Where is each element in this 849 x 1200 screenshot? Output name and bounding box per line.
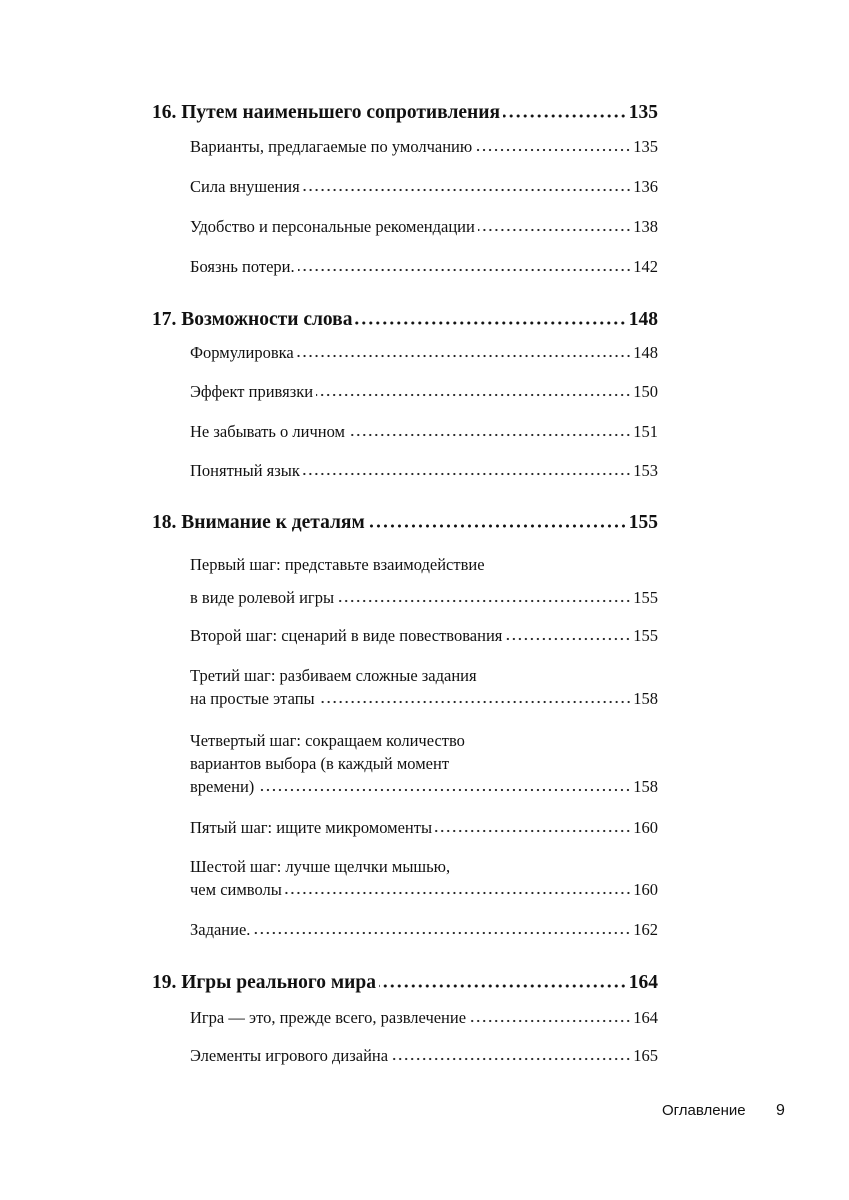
toc-page-number: 151: [633, 422, 658, 441]
toc-line: [190, 459, 658, 483]
dot-leader: [253, 930, 631, 936]
dot-leader: [391, 1056, 631, 1062]
dot-leader: [478, 227, 631, 233]
dot-leader: [379, 983, 627, 989]
toc-title: Боязнь потери.: [190, 257, 295, 276]
toc-line: [152, 971, 658, 995]
toc-line: [190, 878, 658, 902]
toc-title: на простые этапы: [190, 689, 315, 708]
toc-line: [190, 135, 658, 159]
toc-line: [190, 175, 658, 199]
toc-page-number: 164: [628, 972, 658, 993]
toc-title: 18. Внимание к деталям: [152, 512, 365, 533]
toc-line: [190, 553, 658, 577]
dot-leader: [337, 598, 631, 604]
dot-leader: [297, 353, 632, 359]
toc-line: [190, 1006, 658, 1030]
toc-page-number: 155: [628, 512, 658, 533]
dot-leader: [368, 523, 627, 529]
toc-line: [152, 308, 658, 332]
toc-title: Варианты, предлагаемые по умолчанию: [190, 137, 473, 156]
toc-line: [190, 775, 658, 799]
dot-leader: [503, 113, 627, 119]
toc-page-number: 138: [633, 217, 658, 236]
toc-page-number: 160: [633, 880, 658, 899]
toc-line: [190, 664, 658, 688]
toc-page-number: 148: [633, 343, 658, 362]
toc-page-number: 162: [633, 920, 658, 939]
toc-line: [190, 752, 658, 776]
toc-line: [190, 255, 658, 279]
toc-line: [190, 341, 658, 365]
toc-title: времени): [190, 777, 255, 796]
toc-line: [190, 729, 658, 753]
toc-page-number: 153: [633, 461, 658, 480]
dot-leader: [435, 828, 631, 834]
running-footer-section: Оглавление: [662, 1102, 746, 1119]
toc-title: Элементы игрового дизайна: [190, 1046, 389, 1065]
toc-page-number: 135: [628, 102, 658, 123]
toc-title: Второй шаг: сценарий в виде повествования: [190, 626, 503, 645]
toc-title: Третий шаг: разбиваем сложные задания: [190, 666, 477, 685]
toc-page-number: 158: [633, 689, 658, 708]
toc-title: Формулировка: [190, 343, 294, 362]
toc-title: Не забывать о личном: [190, 422, 345, 441]
toc-title: Сила внушения: [190, 177, 300, 196]
toc-page-number: 150: [633, 382, 658, 401]
toc-line: [190, 380, 658, 404]
toc-page-number: 135: [633, 137, 658, 156]
dot-leader: [316, 392, 631, 398]
dot-leader: [348, 432, 631, 438]
dot-leader: [285, 890, 631, 896]
toc-title: Игра — это, прежде всего, развлечение: [190, 1008, 467, 1027]
toc-title: Понятный язык: [190, 461, 300, 480]
toc-title: 17. Возможности слова: [152, 309, 353, 330]
dot-leader: [303, 471, 631, 477]
toc-title: чем символы: [190, 880, 282, 899]
toc-title: Первый шаг: представьте взаимодействие: [190, 555, 485, 574]
dot-leader: [505, 636, 631, 642]
toc-title: Шестой шаг: лучше щелчки мышью,: [190, 857, 451, 876]
toc-title: вариантов выбора (в каждый момент: [190, 754, 450, 773]
toc-line: [152, 511, 658, 535]
toc-line: [152, 101, 658, 125]
toc-line: [190, 624, 658, 648]
toc-title: Четвертый шаг: сокращаем количество: [190, 731, 465, 750]
toc-page-number: 165: [633, 1046, 658, 1065]
dot-leader: [303, 187, 632, 193]
toc-page-number: 164: [633, 1008, 658, 1027]
dot-leader: [257, 787, 631, 793]
toc-page-number: 158: [633, 777, 658, 796]
toc-line: [190, 420, 658, 444]
toc-title: Задание.: [190, 920, 251, 939]
toc-page-number: 155: [633, 588, 658, 607]
toc-page-number: 155: [633, 626, 658, 645]
toc-title: Пятый шаг: ищите микромоменты: [190, 818, 433, 837]
toc-page-number: 136: [633, 177, 658, 196]
toc-line: [190, 918, 658, 942]
toc-line: [190, 855, 658, 879]
toc-page-number: 142: [633, 257, 658, 276]
toc-page-number: 148: [628, 309, 658, 330]
toc-title: 16. Путем наименьшего сопротивления: [152, 102, 501, 123]
dot-leader: [469, 1018, 631, 1024]
toc-page-number: 160: [633, 818, 658, 837]
dot-leader: [318, 699, 632, 705]
dot-leader: [475, 147, 631, 153]
toc-line: [190, 687, 658, 711]
toc-line: [190, 1044, 658, 1068]
toc-line: [190, 816, 658, 840]
toc-title: 19. Игры реального мира: [152, 972, 376, 993]
toc-line: [190, 586, 658, 610]
toc-title: Удобство и персональные рекомендации: [190, 217, 475, 236]
toc-title: Эффект привязки: [190, 382, 314, 401]
page-number: 9: [776, 1102, 785, 1119]
toc-line: [190, 215, 658, 239]
toc-title: в виде ролевой игры: [190, 588, 335, 607]
dot-leader: [355, 320, 626, 326]
dot-leader: [298, 267, 632, 273]
